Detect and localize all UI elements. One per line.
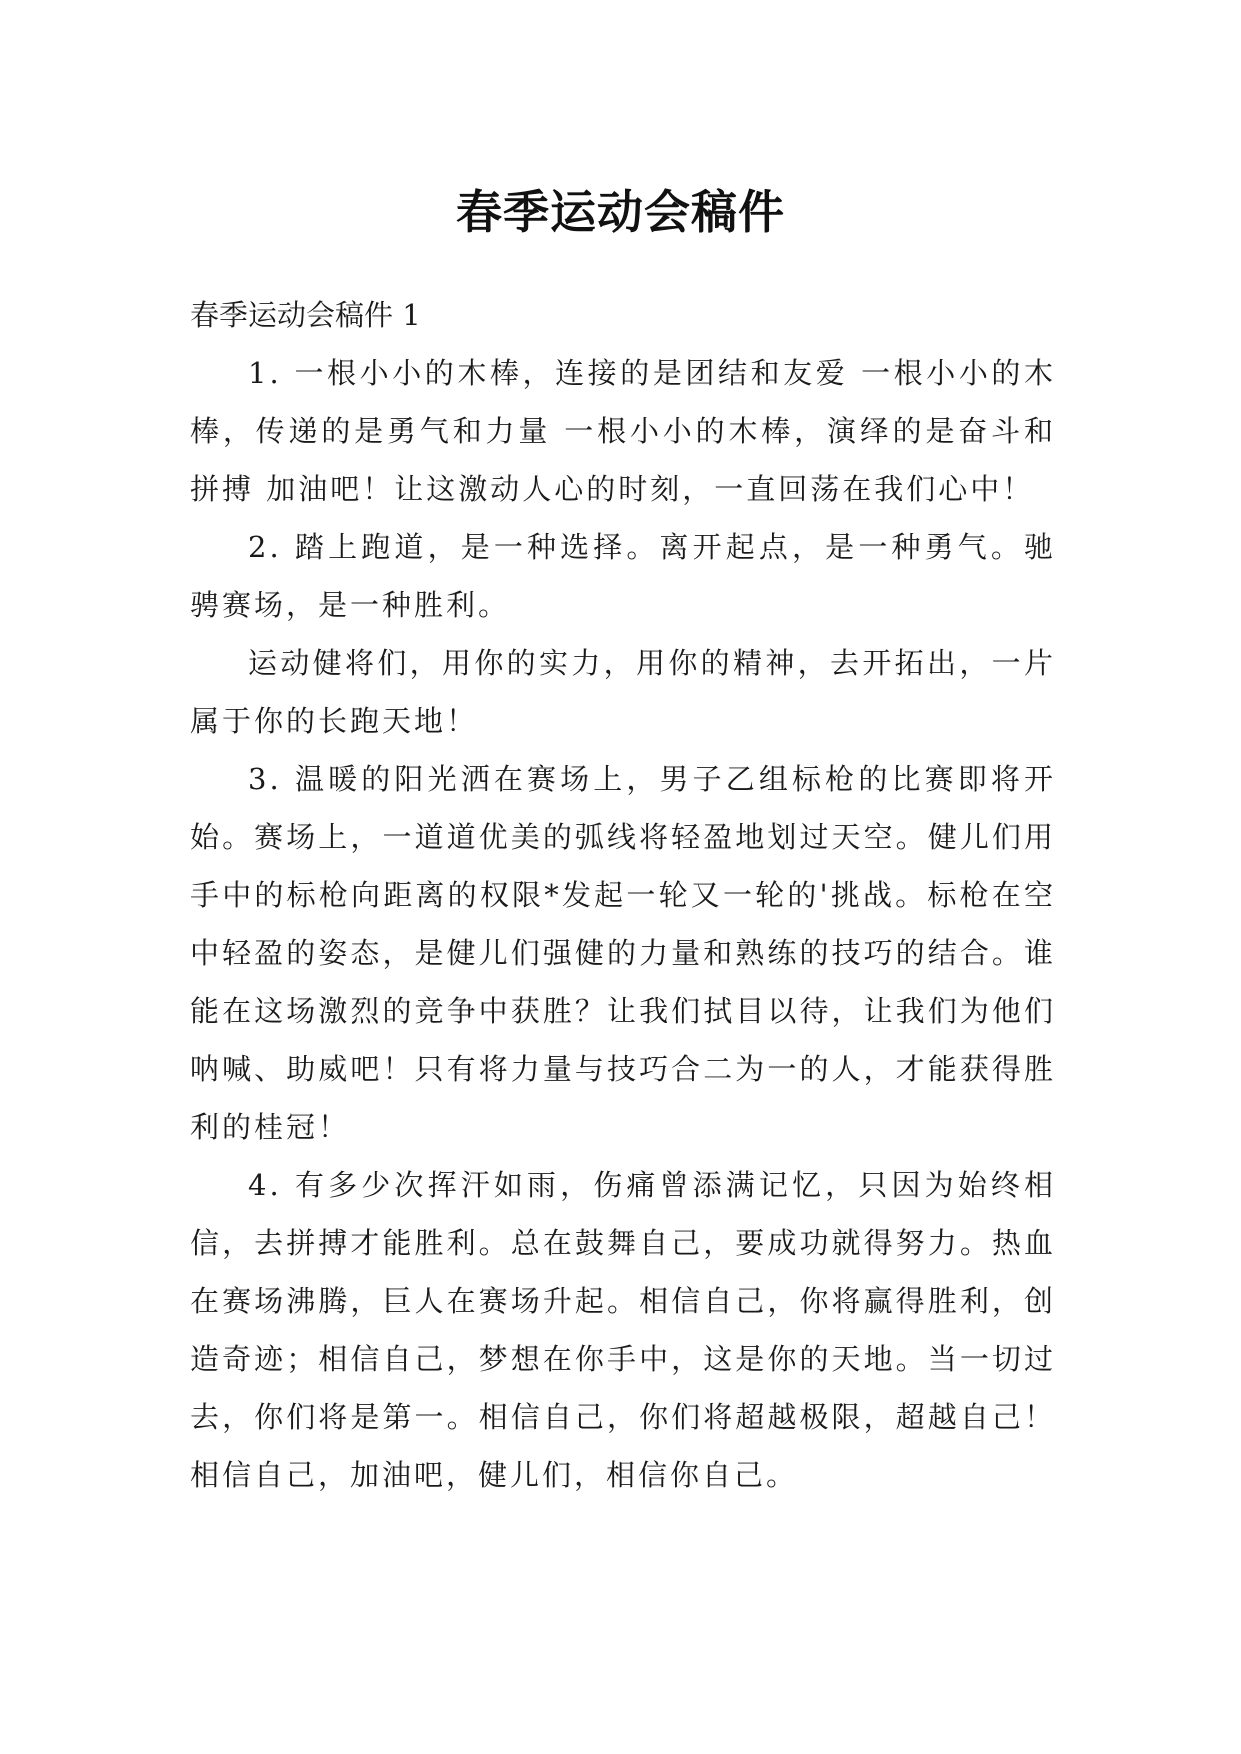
- paragraph-3: 运动健将们，用你的实力，用你的精神，去开拓出，一片属于你的长跑天地！: [190, 646, 1056, 738]
- document-title: 春季运动会稿件: [456, 184, 785, 239]
- paragraph-1: 1. 一根小小的木棒，连接的是团结和友爱 一根小小的木棒，传递的是勇气和力量 一根小小的木棒，演绎的是奋斗和拼搏 加油吧！让这激动人心的时刻，一直回荡在我们心中！: [190, 356, 1056, 506]
- section-heading: 春季运动会稿件 1: [190, 298, 421, 332]
- paragraph-2: 2. 踏上跑道，是一种选择。离开起点，是一种勇气。驰骋赛场，是一种胜利。: [190, 530, 1056, 622]
- paragraph-5: 4. 有多少次挥汗如雨，伤痛曾添满记忆，只因为始终相信，去拼搏才能胜利。总在鼓舞自己，要成功就得努力。热血在赛场沸腾，巨人在赛场升起。相信自己，你将赢得胜利，创造奇迹；相信自己，梦想在你手中，这是你的天地。当一切过去，你们将是第一。相信自己，你们将超越极限，超越自己！相信自己，加油吧，健儿们，相信你自己。: [190, 1168, 1056, 1492]
- paragraph-4: 3. 温暖的阳光洒在赛场上，男子乙组标枪的比赛即将开始。赛场上，一道道优美的弧线将轻盈地划过天空。健儿们用手中的标枪向距离的权限*发起一轮又一轮的'挑战。标枪在空中轻盈的姿态，是健儿们强健的力量和熟练的技巧的结合。谁能在这场激烈的竞争中获胜？让我们拭目以待，让我们为他们呐喊、助威吧！只有将力量与技巧合二为一的人，才能获得胜利的桂冠！: [190, 762, 1056, 1144]
- document-body: [190, 286, 1056, 1504]
